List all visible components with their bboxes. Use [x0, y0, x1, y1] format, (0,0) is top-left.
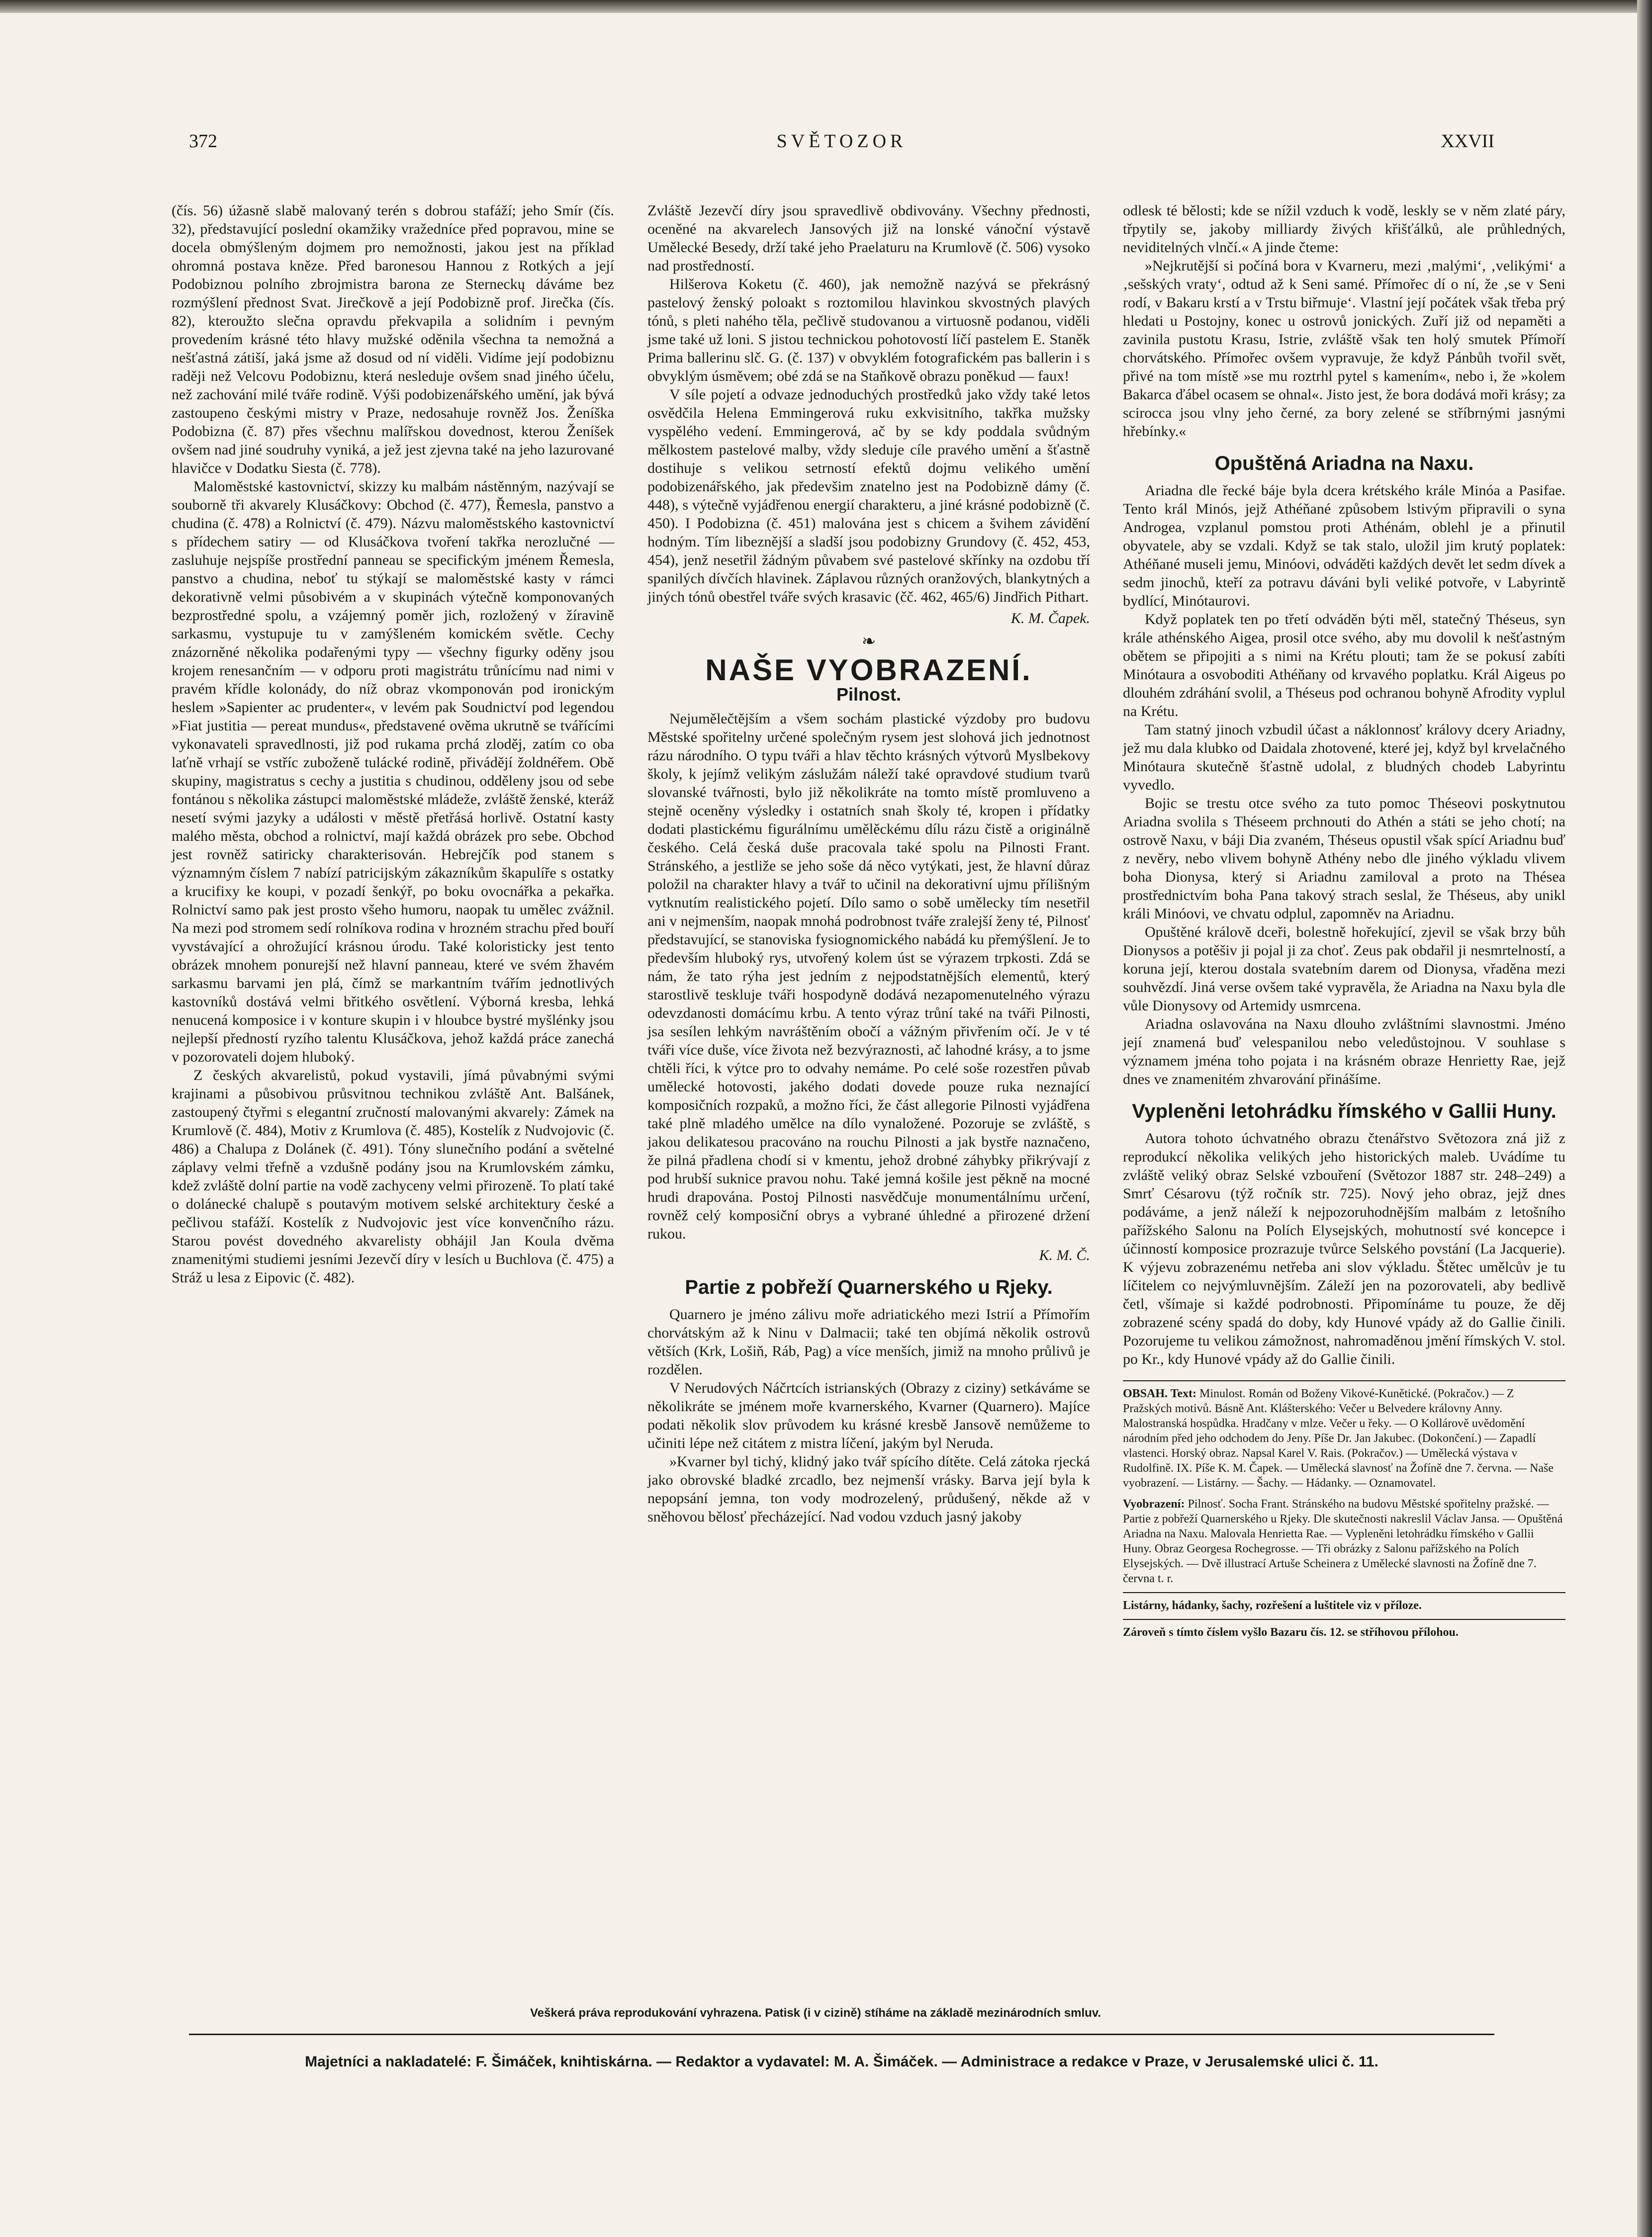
paragraph: V Nerudových Náčrtcích istrianských (Obrazy z ciziny) setkáváme se několikráte se jménem moře kvarnerského, Kvarner (Quarnero). Majíce podati několik slov průvodem ku krásné kresbě Jansově nemůžeme to učiniti lépe než citátem z mistra líčení, jakým byl Neruda. [647, 1380, 1090, 1451]
paragraph: Ariadna oslavována na Naxu dlouho zvláštními slavnostmi. Jméno její znamená buď velespanilou nebo veledůstojnou. V souhlase s významem jména toho pojata i na krásném obraze Henrietty Rae, jejž dnes ve znamenitém zhvarování přinášíme. [1123, 1016, 1565, 1087]
divider [1123, 1619, 1565, 1620]
contents-images-label: Vyobrazení: [1123, 1498, 1185, 1511]
author-signature: K. M. Čapek. [1010, 610, 1090, 626]
paragraph: Nejumělečtějším a všem sochám plastické výzdoby pro budovu Městské spořitelny určené společným rysem jest slohová jich jednotnost rázu národního. O typu tváři a hlav těchto krásných výtvorů Myslbekovy školy, k jejímž velikým záslužám náleží také opravdové studium tvarů slovanské tvářnosti, bylo již několikráte na tomto místě promluveno a stejně oceněny výsledky i ostatních snah školy té, kropen i přídatky dodati plastickému figurálnímu umělěckému dílu rázu čistě a originálně českého. Celá česká duše pracovala také spolu na Pilnosti Frant. Stránského, a jestliže se jeho soše dá něco vytýkati, jest, že hlavní důraz položil na charakter hlavy a tvář to učinil na dekorativní ujmu přílišným vytknutím realistického pojetí. Dílo samo o sobě umělecky tím nesetřil ani v nejmenším, naopak mnohá podrobnost tváře zralejší ženy té, Pilnosť představující, se stanoviska fysiognomického nabádá ku přemýšlení. Je to především hluboký rys, utvořený kolem úst se výrazem trpkosti. Zdá se nám, že tato rýha jest jedním z nejpodstatnějších elementů, který starostlivě teskluje tváři hospodyně dodává nezapomenutelného výrazu odevzdanosti domácímu krbu. A tento výraz trůní také na tváři Pilnosti, jsa sesílen lehkým navráštěním obočí a vážným přivřením očí. Je v té tváři více duše, více života než bezvýraznosti, ač lahodné krásy, a to jsme chtěli říci, k výtce pro to odvahy nemáme. Po celé soše rozestřen půvab umělecké hotovosti, jakého dodati dovede pouze ruka neznající komposičních rozpaků, a možno říci, že část allegorie Pilnosti vyjádřena také plně mladého umělce na dílo vynaložené. Pozoruje se zvláště, s jakou delikatesou pracováno na rouchu Pilnosti a jak bystře naznačeno, že pilná přadlena chodí si v kmentu, jehož drobné záhybky přikrývají z pod hrubší suknice pravou nohu. Také jemná košile jest pěkně na mocné hrudi drapována. Postoj Pilnosti nasvědčuje monumentálnímu určení, rovněž celý komposiční obrys a vybrané úhledné a přirozené držení rukou. [647, 711, 1090, 1242]
contents-listarny-note: Listárny, hádanky, šachy, rozřešení a luštitele viz v příloze. [1123, 1599, 1422, 1612]
page-number: 372 [189, 131, 217, 152]
paragraph: Opuštěné králově dceři, bolestně hořekující, zjevil se však brzy bůh Dionysos a potěšiv ji pojal ji za choť. Zeus pak obdařil ji nesmrtelností, a koruna její, kterou dostala svatebním darem od Dionysa, vřaděna mezi souhvězdí. Jiná verse ovšem také vypravěla, že Ariadna na Naxu byla dle vůle Dionysovy od Artemidy usmrcena. [1123, 924, 1565, 1014]
paragraph: Tam statný jinoch vzbudil účast a náklonnosť královy dcery Ariadny, jež mu dala klubko od Daidala zhotovené, které jej, když byl krvelačného Minótaura skutečně šťastně udolal, z bludných chodeb Labyrintu vyvedlo. [1123, 721, 1565, 793]
paragraph: Maloměstské kastovnictví, skizzy ku malbám nástěnným, nazývají se souborně tři akvarely Klusáčkovy: Obchod (č. 477), Řemesla, panstvo a chudina (č. 478) a Rolnictví (č. 479). Názvu maloměstského kastovnictví s přídechem satiry — od Klusáčkova tvoření takřka nerozlučné — zasluhuje nejspíše prostřední panneau se specifickým jménem Řemesla, panstvo a chudina, neboť tu stýkají se maloměstské kasty v rámci dekorativně velmi působivém a v skupinách výtečně komponovaných bezprostředné spolu, a vzájemný poměr jich, rozložený v žíravině sarkasmu, vystupuje tu v zamýšleném komickém světle. Cechy znázorněné několika podařenými typy — všechny figurky oděny jsou krojem renesančním — v odporu proti magistrátu trůnícímu nad nimi v pravém křídle kolonády, do níž obraz vkomponován pod ironickým heslem »Sapienter ac prudenter«, v levém pak Soudnictví pod legendou »Fiat justitia — pereat mundus«, představené ověma ukrutně se tvářícími vykonavateli spravedlnosti, již pod rukama prchá zloděj, zatím co oba laťně vrhají se vstříc zuboženě tulácké rodině, přivádějí žoldnéřem. Obě skupiny, magistratus s cechy a justitia s chudinou, odděleny jsou od sebe fontánou s několika zástupci maloměstské mládeže, zvláště ženské, kteráž nesetí svými jazyky a události v městě přetřásá horlivě. Ostatní kasty malého města, obchod a rolnictví, mají každá obrázek pro sebe. Obchod jest rovněž satiricky charakterisován. Hebrejčík pod stanem s významným číslem 7 nabízí patricijským zákazníkům škapulíře s ostatky a krucifixy ke koupi, v pozadí šenkýř, po boku ovocnářka a pekařka. Rolnictví samo pak jest prosto všeho humoru, naopak tu umělec zvážnil. Na mezi pod stromem sedí rolníkova rodina v hrozném strachu před bouří vyvstávající a ohrožující krásnou úrodu. Také koloristicky jest tento obrázek mnohem ponurejší než hlavní panneau, které ve svém žhavém sarkasmu barvami jen plá, čímž se markantním tvářím jednotlivých kastovníků dostává velmi břitkého osvětlení. Výborná kresba, lehká nenucená komposice i v konture skupin i v hloubce bystré myšlénky jsou nejlepší předností ryzího talentu Klusáčkova, jehož každá práce zanechá v pozorovateli dojem hluboký. [172, 478, 614, 1065]
scan-right-edge [1637, 0, 1652, 2237]
article-title-pilnost: Pilnost. [836, 684, 901, 705]
paragraph: odlesk té bělosti; kde se nížil vzduch k vodě, leskly se v něm zlaté páry, třpytily se, jakoby milliardy živých křišťálků, ale průhledných, neviditelných vlnčí.« A jinde čteme: [1123, 202, 1565, 256]
paragraph: Zvláště Jezevčí díry jsou spravedlivě obdivovány. Všechny přednosti, oceněné na akvarelech Jansových již na lonské vánoční výstavě Umělecké Besedy, drží také jeho Praelaturu na Krumlově (č. 506) vysoko nad prostředností. [647, 202, 1090, 274]
contents-bazar-note: Zároveň s tímto číslem vyšlo Bazaru čís. 12. se stříhovou přílohou. [1123, 1626, 1459, 1639]
publisher-line: Majetníci a nakladatelé: F. Šimáček, knihtiskárna. — Redaktor a vydavatel: M. A. Šimáček. — Administrace a redakce v Praze, v Jerusalemské ulici č. 11. [305, 2054, 1378, 2070]
contents-text-label: OBSAH. Text: [1123, 1387, 1197, 1400]
paragraph: Hilšerova Koketu (č. 460), jak nemožně nazývá se překrásný pastelový ženský poloakt s roztomilou hlavinkou skvostných plavých tónů, s pleti nahého těla, pečlivě studovanou a virtuosně podanou, viděli jsme také už loni. S jistou technickou pohotovostí líčí pastelem E. Staněk Prima ballerinu slč. G. (č. 137) v obvyklém fotografickém pas ballerin i s obvyklým úsměvem; obé zdá se na Staňkově obrazu poněkud — faux! [647, 276, 1090, 384]
paragraph: Ariadna dle řecké báje byla dcera krétského krále Minóa a Pasifae. Tento král Minós, jejž Athéňané způsobem lstivým připravili o syna Androgea, vzplanul pomstou proti Athénám, oblehl je a přinutil obyvatele, aby se vzdali. Když se tak stalo, uložil jim krutý poplatek: Athéňané museli jemu, Minóovi, odváděti každých devět let sedm dívek a sedm jinochů, kteří za potravu dáváni byli veliké potvoře, v Labyrintě bydlící, Minótaurovi. [1123, 482, 1565, 609]
author-signature: K. M. Č. [1039, 1247, 1090, 1263]
scan-top-edge [0, 0, 1652, 13]
masthead: SVĚTOZOR [776, 131, 907, 152]
contents-images-items: Pilnosť. Socha Frant. Stránského na budovu Městské spořitelny pražské. — Partie z pobřeží Quarnerského u Rjeky. Dle skutečnosti nakreslil Václav Jansa. — Opuštěná Ariadna na Naxu. Malovala Henrietta Rae. — Vypleněni letohrádku římského v Gallii Huny. Obraz Georgesa Rochegrosse. — Tři obrázky z Salonu pařížského na Polích Elysejských. — Dvě illustrací Artuše Scheinera z Umělecké slavnosti na Žofíně dne 7. června t. r. [1123, 1498, 1563, 1585]
table-of-contents [1123, 1380, 1565, 1640]
paragraph: Quarnero je jméno zálivu moře adriatického mezi Istrií a Přímořím chorvátským až k Ninu v Dalmacii; také ten objímá několik ostrovů větších (Krk, Lošiň, Ráb, Pag) a více menších, jimiž na mnoho průlivů je rozdělen. [647, 1306, 1090, 1378]
paragraph: Autora tohoto úchvatného obrazu čtenářstvo Světozora zná již z reprodukcí několika velikých jeho historických maleb. Uvádíme tu zvláště veliký obraz Selské vzbouření (Světozor 1887 str. 248–249) a Smrť Césarovu (týž ročník str. 725). Nový jeho obraz, jejž dnes podáváme, a jenž náleží k nejpozoruhodnějším malbám z letošního pařížského Salonu na Polích Elysejských, mohutností své koncepce i účinností komposice prozrazuje tvůrce Selského povstání (La Jacquerie). K výjevu zobrazenému netřeba ani slov výkladu. Štětec umělcův je tu líčitelem co nejvýmluvnějším. Záleží jen na pozorovateli, aby bedlivě četl, všímaje si každé podrobnosti. Připomínáme tu pouze, že děj zobrazené scény spadá do doby, kdy Hunové vpády až do Gallie činili. Pozorujeme tu velikou zámožnost, nahromaděnou jmění římských V. stol. po Kr., kdy Hunové vpády až do Gallie činili. [1123, 1130, 1565, 1367]
column-2 [647, 201, 1090, 1526]
section-title: NAŠE VYOBRAZENÍ. [705, 653, 1032, 687]
paragraph: Když poplatek ten po třetí odváděn býti měl, statečný Théseus, syn krále athénského Aigea, prosil otce svého, aby mu dovolil k nešťastným obětem se připojiti a s nimi na Krétu plouti; tam že se pokusí zabíti Minótaura a osvoboditi Athéňany od krvavého poplatku. Král Aigeus po dlouhém zdráhání svolil, a Théseus pod ochranou bohyně Afrodity vyplul na Krétu. [1123, 611, 1565, 719]
column-1 [172, 201, 614, 1287]
article-title-ariadna: Opuštěná Ariadna na Naxu. [1214, 452, 1474, 474]
paragraph: V síle pojetí a odvaze jednoduchých prostředků jako vždy také letos osvědčila Helena Emmingerová ruku exkvisitního, takřka mužsky vyspělého vedení. Emmingerová, ač by se kdy poddala svůdným mělkostem pastelové malby, vždy sleduje cíle pravého umění a šťastně dostihuje s velikou setrností efektů dojmu velikého umění podobizenářského, jak předevšim znatelno jest na Podobizně dámy (č. 448), s výtečně vyjádřenou energií charakteru, a jiné krásné podobizně (č. 450). I Podobizna (č. 451) malována jest s chicem a švihem závidění hodným. Tím libeznější a sladší jsou podobizny Grundovy (č. 452, 453, 454), jenž nesetřil žádným půvabem své pastelové skřínky na ozdobu tří spanilých dívčích hlavinek. Záplavou různých oranžových, blankytných a jiných tónů obestřel tváře svých krasavic (čč. 462, 465/6) Jindřich Pithart. [647, 386, 1090, 605]
article-title-quarnero: Partie z pobřeží Quarnerského u Rjeky. [685, 1276, 1053, 1298]
article-title-huny: Vypleněni letohrádku římského v Gallii Huny. [1132, 1100, 1557, 1122]
footer-divider [189, 2034, 1494, 2035]
column-3 [1123, 201, 1565, 1646]
contents-text-items: Minulost. Román od Boženy Vikové-Kunětické. (Pokračov.) — Z Pražských motivů. Básně Ant. Klášterského: Večer u Belvedere královny Anny. Malostranská hospůdka. Hradčany v mlze. Večer u řeky. — O Kollárově uvědomění národním před jeho odchodem do Jeny. Píše Dr. Jan Jakubec. (Dokončení.) — Zapadlí vlastenci. Horský obraz. Napsal Karel V. Rais. (Pokračov.) — Umělecká výstava v Rudolfině. IX. Píše K. M. Čapek. — Umělecká slavnosť na Žofíně dne 7. června. — Naše vyobrazení. — Listárny. — Šachy. — Hádanky. — Oznamovatel. [1123, 1387, 1554, 1490]
volume-number: XXVII [1441, 131, 1494, 152]
paragraph: Bojic se trestu otce svého za tuto pomoc Théseovi poskytnutou Ariadna svolila s Théseem prchnouti do Athén a státi se jeho chotí; na ostrově Naxu, v báji Dia zvaném, Théseus opustil však spící Ariadnu buď z nevěry, nebo vlivem bohyně Athény nebo dle jiného výkladu vlivem boha Dionysa, který si Ariadnu zamiloval a proto na Thésea prostřednictvím boha Pana takový strach seslal, že Théseus, aby unikl králi Minóovi, ve chvatu odplul, zapomněv na Ariadnu. [1123, 795, 1565, 922]
divider [1123, 1592, 1565, 1593]
paragraph: »Nejkrutější si počíná bora v Kvarneru, mezi ‚malými‘, ‚velikými‘ a ‚sešských vraty‘, odtud až k Seni samé. Přímořec dí o ní, že ‚se v Seni rodí, v Bakaru krstí a v Trstu biřmuje‘. Vlastní její počátek však třeba prý hledati u Postojny, konec u ostrovů jonických. Zuří již od nepaměti a zavinila pustotu Krasu, Istrie, zvláště však ten holý smutek Přímoří chorvátského. Přímořec ovšem vypravuje, že když Pánbůh tvořil svět, přivé na tom místě »se mu roztrhl pytel s kamením«, nebo i, že »kolem Bakarca ďábel ocasem se ohnal«. Jisto jest, že bora dodává moři krásy; za scirocca jsou vlny jeho černé, za bory zelené se stříbrnými jasnými hřebínky.« [1123, 258, 1565, 440]
fleuron-icon: ❧ [861, 632, 876, 651]
page-header [189, 130, 1494, 160]
rights-notice: Veškerá práva reprodukování vyhrazena. Patisk (i v cizině) stíháme na základě mezinárodních smluv. [530, 2006, 1101, 2020]
paragraph: »Kvarner byl tichý, klidný jako tvář spícího dítěte. Celá zátoka rjecká jako obrovské bladké zrcadlo, bez nejmenší vrásky. Barva její byla k nepopsání jemna, ton vody modrozelený, průdušený, někde až v sněhovou bělosť přecházející. Nad vodou vzduch jasný jakoby [647, 1453, 1090, 1525]
paragraph: (čís. 56) úžasně slabě malovaný terén s dobrou stafáží; jeho Smír (čís. 32), představující poslední okamžiky vražedníce před popravou, mine se docela obmýšleným dojmem pro nemožnosti, jakou jest na příklad ohromná postava kněze. Před baronesou Hannou z Rotkých a její Podobiznou polního zbrojmistra barona ze Sterneckų dáváme bez rozmýšlení přednost Svat. Jirečkově a její Podobizně prof. Jirečka (čís. 82), kteroužto slečna opravdu překvapila a solidním i pevným provedením krásné této hlavy mužské oděnila všechna ta nemožná a nešťastná zátiší, jaká jsme až dosud od ní viděli. Vidíme její podobiznu raději než Velcovu Podobiznu, která nesleduje ovšem snad jiného účelu, než zachování milé tváře rodině. Výši podobizenářského umění, jak bývá zastoupeno českými mistry v Praze, nedosahuje rovněž Jos. Ženíška Podobizna (č. 87) přes všechnu malířskou dovednost, kterou Ženíšek ovšem nad jiné soudruhy vyniká, a jež jest zjevna také na jeho lazurované hlavičce v Dodatku Siesta (č. 778). [172, 202, 614, 476]
paragraph: Z českých akvarelistů, pokud vystavili, jímá půvabnými svými krajinami a působivou průsvitnou technikou zvláště Ant. Balšánek, zastoupený čtyřmi s elegantní zručností malovanými akvarely: Zámek na Krumlově (č. 484), Motiv z Krumlova (č. 485), Kostelík z Nudvojovic (č. 486) a Chalupa z Dolánek (č. 491). Tóny slunečního podání a světelné záplavy velmi třefně a vzdušně podány jsou na Krumlovském zámku, kdež zvláště dolní partie na vodě zachyceny velmi přirozeně. To platí také o dolánecké chalupě s poutavým motivem selské architektury české a pečlivou stafáží. Kostelík z Nudvojovic jest více konvenčního rázu. Starou povést dovedného akvarelisty obhájil Jan Koula dvěma znamenitými studiemi jesními Jezevčí díry v lesích u Buchlova (č. 475) a Stráž u lesa z Eipovic (č. 482). [172, 1067, 614, 1286]
